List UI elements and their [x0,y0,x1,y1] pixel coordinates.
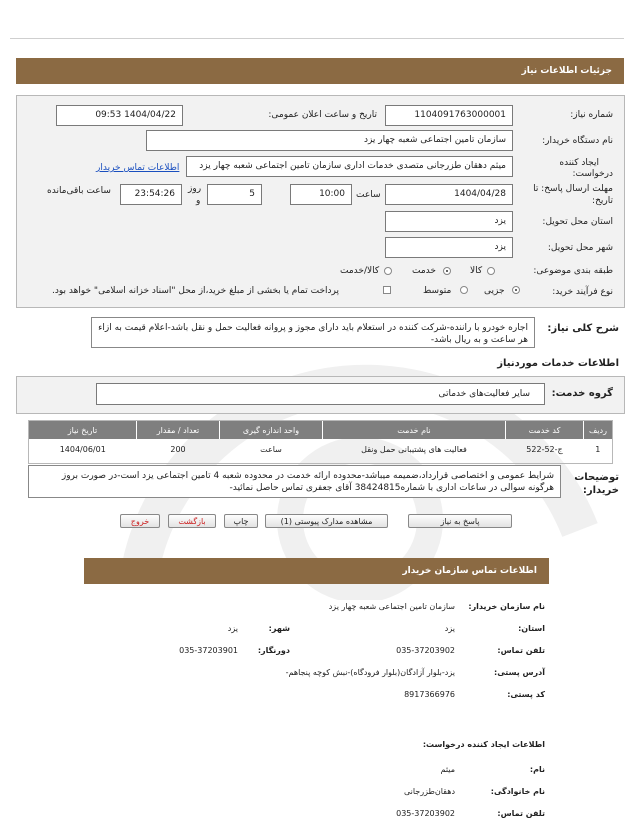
purchase-type-label: نوع فرآیند خرید: [552,287,613,297]
creator-last-name-value: دهقان‌طزرجانی [403,787,455,796]
category-service-label: خدمت [412,266,436,276]
creator-label-1: ایجاد کننده [559,158,599,168]
need-number-field: 1104091763000001 [385,105,513,126]
exit-button[interactable]: خروج [120,514,160,528]
cell-qty: 200 [170,444,186,454]
category-label: طبقه بندی موضوعی: [533,266,613,276]
cell-index: 1 [595,444,601,454]
deadline-label-2: تاریخ: [592,196,613,206]
col-index: ردیف [584,421,613,439]
col-unit: واحد اندازه گیری [220,421,323,439]
contact-postal-label: کد پستی: [507,690,545,699]
summary-label: شرح کلی نیاز: [547,323,619,334]
remaining-time-field: 23:54:26 [120,184,182,205]
services-table-wrap [28,420,613,464]
cell-unit: ساعت [260,444,282,454]
cell-date: 1404/06/01 [59,444,106,454]
buyer-org-field: سازمان تامین اجتماعی شعبه چهار یزد [146,130,513,151]
summary-field: اجاره خودرو با راننده-شرکت کننده در استعلام باید دارای مجوز و پروانه فعالیت حمل و نقل باشد-اعلام قیمت به ازاء هر ساعت و به ریال باشد- [91,317,535,348]
treasury-note: پرداخت تمام یا بخشی از مبلغ خرید،از محل "اسناد خزانه اسلامی" خواهد بود. [52,286,340,296]
notes-label-2: خریدار: [582,485,619,496]
creator-field: میثم دهقان طزرجانی متصدی خدمات اداری سازمان تامین اجتماعی شعبه چهار یزد [186,156,513,177]
creator-first-name-label: نام: [529,765,545,774]
service-group-field: سایر فعالیت‌های خدماتی [96,383,545,405]
creator-first-name-value: میثم [440,765,455,774]
province-label: استان محل تحویل: [542,217,613,227]
reply-button[interactable]: پاسخ به نیاز [408,514,512,528]
col-date: تاریخ نیاز [67,425,98,435]
contact-org-label: نام سازمان خریدار: [468,602,545,611]
service-group-label: گروه خدمت: [551,388,613,399]
contact-header [84,558,549,584]
contact-city-value: یزد [227,624,238,633]
category-goods-label: کالا [470,266,483,276]
notes-label-1: توضیحات [574,472,619,483]
city-label: شهر محل تحویل: [547,243,613,253]
contact-header-title: اطلاعات تماس سازمان خریدار [402,566,537,576]
contact-phone-label: تلفن تماس: [497,646,545,655]
details-header-title: جزئیات اطلاعات نیاز [521,66,612,76]
purchase-medium-label: متوسط [423,286,452,296]
contact-province-value: یزد [444,624,455,633]
contact-postal-value: 8917366976 [404,690,455,699]
need-number-label: شماره نیاز: [570,110,613,120]
days-field: 5 [207,184,262,205]
back-button[interactable]: بازگشت [168,514,216,528]
contact-fax-label: دورنگار: [257,646,290,655]
col-name: نام خدمت [323,421,506,439]
services-table-header [29,421,612,439]
col-qty: تعداد / مقدار [137,421,220,439]
creator-phone-label: تلفن تماس: [497,809,545,818]
contact-province-label: استان: [518,624,545,633]
category-both-label: کالا/خدمت [340,266,380,276]
province-field: یزد [385,211,513,232]
deadline-label-1: مهلت ارسال پاسخ: تا [533,184,613,194]
contact-address-value: یزد-بلوار آزادگان(بلوار فرودگاه)-نبش کوچه پنجاهم- [285,668,455,677]
contact-fax-value: 035-37203901 [179,646,238,655]
top-divider [10,38,624,39]
services-table [29,421,612,459]
notes-field: شرایط عمومی و اختصاصی قرارداد،ضمیمه میباشد-محدوده ارائه خدمت در محدوده شعبه 4 تامین اجتماعی یزد است-در صورت بروز هرگونه سوالی در ساعات اداری با شماره38424815 آقای جعفری تماس حاصل نمائید- [28,465,561,498]
creator-last-name-label: نام خانوادگی: [490,787,545,796]
days-label: روز [188,184,202,194]
contact-phone-value: 035-37203902 [396,646,455,655]
deadline-date-field: 1404/04/28 [385,184,513,205]
remaining-time-label: ساعت باقی‌مانده [47,186,111,196]
deadline-time-label: ساعت [356,190,381,200]
creator-phone-value: 035-37203902 [396,809,455,818]
table-row [29,439,612,459]
announce-date-field: 1404/04/22 09:53 [56,105,183,126]
deadline-time-field: 10:00 [290,184,352,205]
cell-code: ج-52-522 [526,444,563,454]
print-button[interactable]: چاپ [224,514,258,528]
city-field: یزد [385,237,513,258]
buyer-contact-link[interactable]: اطلاعات تماس خریدار [96,163,180,173]
announce-date-label: تاریخ و ساعت اعلان عمومی: [268,110,377,120]
creator-label-2: درخواست: [572,169,613,179]
col-code: کد خدمت [506,421,584,439]
contact-org-value: سازمان تامین اجتماعی شعبه چهار یزد [328,602,455,611]
contact-address-label: آدرس پستی: [494,668,545,677]
days-and-label: و [196,196,201,206]
services-section-title: اطلاعات خدمات موردنیاز [497,358,619,369]
purchase-minor-label: جزیی [484,286,505,296]
creator-section-title: اطلاعات ایجاد کننده درخواست: [422,740,545,749]
buyer-org-label: نام دستگاه خریدار: [542,136,613,146]
contact-city-label: شهر: [268,624,290,633]
details-header [16,58,624,84]
cell-name: فعالیت های پشتیبانی حمل ونقل [361,444,467,454]
view-attachments-button[interactable]: مشاهده مدارک پیوستی (1) [265,514,388,528]
